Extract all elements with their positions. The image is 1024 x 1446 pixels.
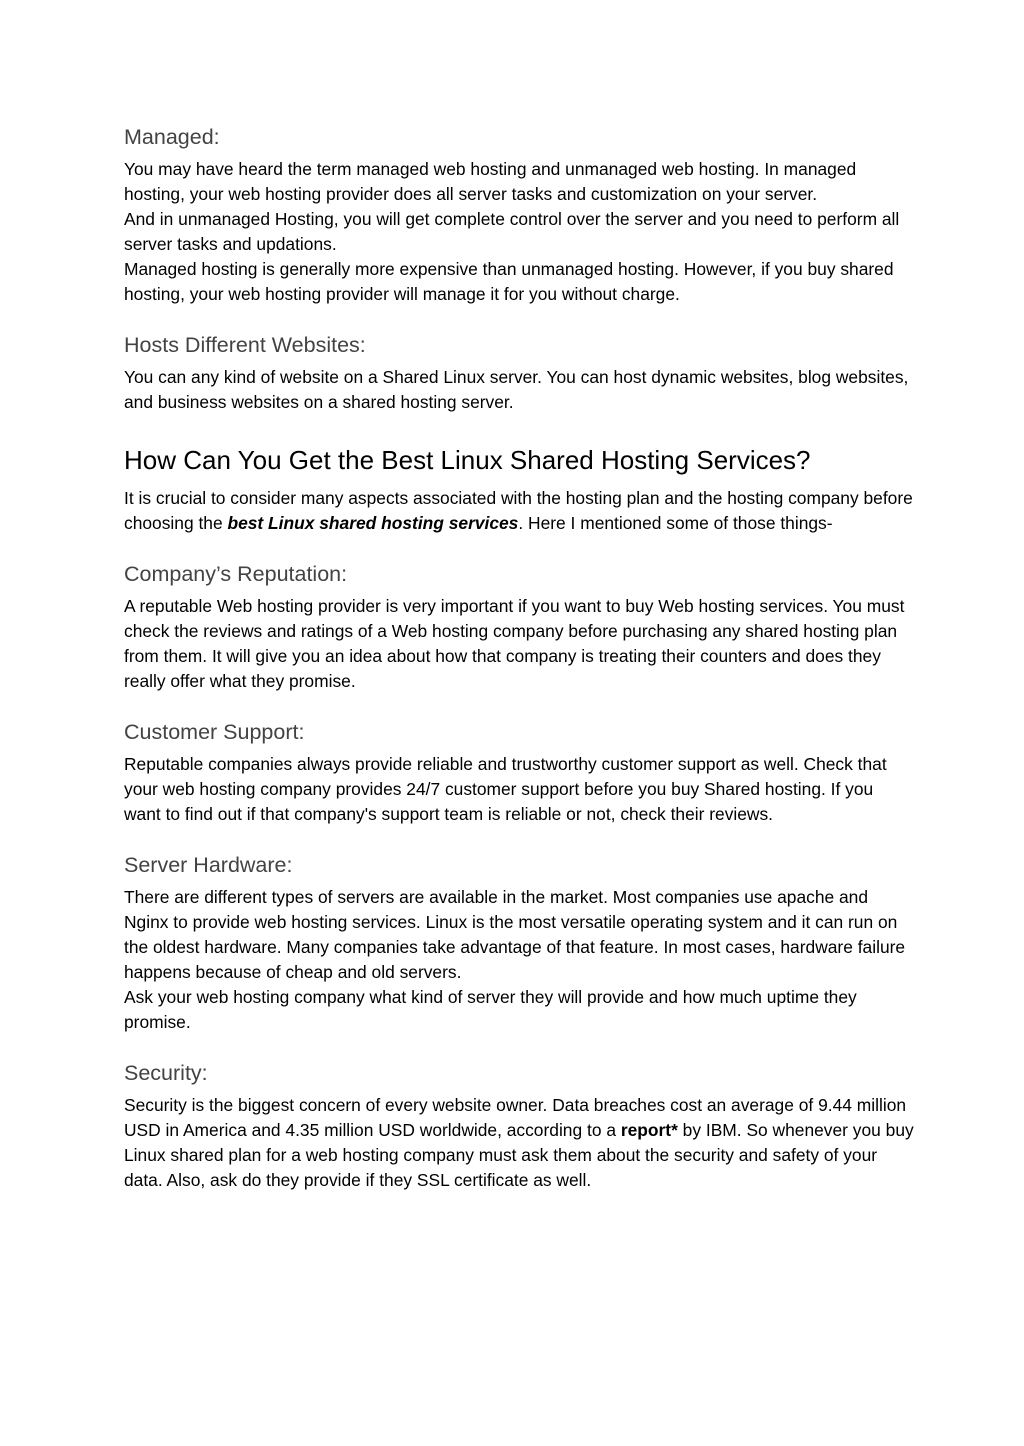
security-text-after: by IBM. So whenever you buy Linux shared plan for a web hosting company must ask them about the security and safety of your data. Also, ask do they provide if they SSL certificate as well. [124, 1120, 914, 1190]
managed-paragraph-2: And in unmanaged Hosting, you will get complete control over the server and you need to perform all server tasks and updations. [124, 209, 900, 254]
hardware-paragraph-1: There are different types of servers are available in the market. Most companies use apache and Nginx to provide web hosting services. Linux is the most versatile operating system and it can run on the oldest hardware. Many companies take advantage of that feature. In most cases, hardware failure happens because of cheap and old servers. [124, 887, 906, 982]
hardware-paragraph-2: Ask your web hosting company what kind of server they will provide and how much uptime they promise. [124, 987, 857, 1032]
security-paragraph [124, 1093, 914, 1193]
support-paragraph: Reputable companies always provide reliable and trustworthy customer support as well. Check that your web hosting company provides 24/7 customer support before you buy Shared hosting. If you want to find out if that company's support team is reliable or not, check their reviews. [124, 754, 887, 824]
security-heading: Security: [124, 1061, 208, 1085]
hosts-different-heading: Hosts Different Websites: [124, 333, 366, 357]
security-text-before: Security is the biggest concern of every website owner. Data breaches cost an average of 9.44 million USD in America and 4.35 million USD worldwide, according to a [124, 1095, 907, 1140]
hardware-heading: Server Hardware: [124, 853, 293, 877]
how-can-paragraph [124, 486, 914, 536]
how-can-text-before: It is crucial to consider many aspects associated with the hosting plan and the hosting company before choosing the [124, 488, 913, 533]
security-report-link: report* [620, 1120, 678, 1140]
support-heading: Customer Support: [124, 720, 305, 744]
reputation-paragraph: A reputable Web hosting provider is very important if you want to buy Web hosting services. You must check the reviews and ratings of a Web hosting company before purchasing any shared hosting plan from them. It will give you an idea about how that company is treating their counters and does they really offer what they promise. [124, 596, 905, 691]
hosts-different-paragraph: You can any kind of website on a Shared Linux server. You can host dynamic websites, blog websites, and business websites on a shared hosting server. [124, 367, 909, 412]
reputation-heading: Company’s Reputation: [124, 562, 348, 586]
managed-paragraph-3: Managed hosting is generally more expensive than unmanaged hosting. However, if you buy shared hosting, your web hosting provider will manage it for you without charge. [124, 259, 894, 304]
document-page [124, 122, 914, 1193]
managed-paragraph-1: You may have heard the term managed web hosting and unmanaged web hosting. In managed hosting, your web hosting provider does all server tasks and customization on your server. [124, 159, 857, 204]
managed-heading: Managed: [124, 125, 220, 149]
how-can-heading: How Can You Get the Best Linux Shared Hosting Services? [124, 445, 811, 475]
how-can-emphasis: best Linux shared hosting services [227, 513, 519, 533]
how-can-text-after: . Here I mentioned some of those things- [518, 513, 833, 533]
